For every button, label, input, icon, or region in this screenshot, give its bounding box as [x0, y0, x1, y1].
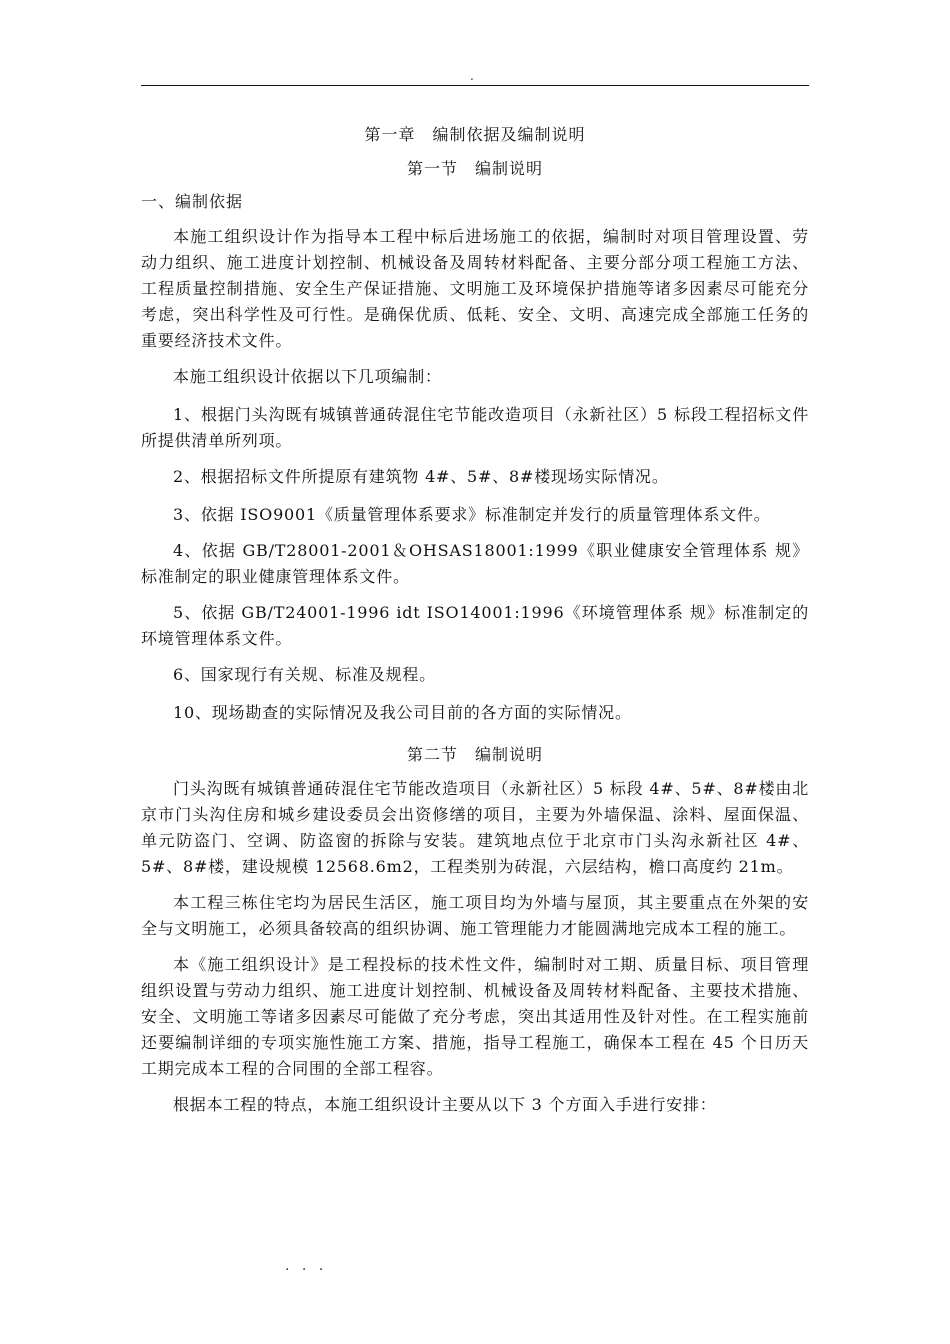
paragraph: 3、依据 ISO9001《质量管理体系要求》标准制定并发行的质量管理体系文件。	[173, 505, 771, 524]
paragraph: 本工程三栋住宅均为居民生活区，施工项目均为外墙与屋顶，其主要重点在外架的安全与文明施工，必须具备较高的组织协调、施工管理能力才能圆满地完成本工程的施工。	[141, 893, 809, 938]
paragraph: 本施工组织设计作为指导本工程中标后进场施工的依据，编制时对项目管理设置、劳动力组织、施工进度计划控制、机械设备及周转材料配备、主要分部分项工程施工方法、工程质量控制措施、安全生产保证措施、文明施工及环境保护措施等诸多因素尽可能充分考虑，突出科学性及可行性。是确保优质、低耗、安全、文明、高速完成全部施工任务的重要经济技术文件。	[141, 227, 809, 350]
paragraph: 2、根据招标文件所提原有建筑物 4#、5#、8#楼现场实际情况。	[173, 467, 669, 486]
section1-title: 第一节 编制说明	[406, 159, 543, 178]
chapter-title: 第一章 编制依据及编制说明	[364, 125, 586, 144]
footer-mark: . . .	[285, 1258, 328, 1274]
header-rule	[141, 85, 809, 86]
paragraph: 本施工组织设计依据以下几项编制：	[173, 367, 442, 386]
subsection1-title: 一、编制依据	[141, 192, 244, 211]
paragraph: 1、根据门头沟既有城镇普通砖混住宅节能改造项目（永新社区）5 标段工程招标文件所提供清单所列项。	[141, 405, 809, 450]
paragraph: 门头沟既有城镇普通砖混住宅节能改造项目（永新社区）5 标段 4#、5#、8#楼由北京市门头沟住房和城乡建设委员会出资修缮的项目，主要为外墙保温、涂料、屋面保温、单元防盗门、空调、防盗窗的拆除与安装。建筑地点位于北京市门头沟永新社区 4#、5#、8#楼，建设规模 12568.6m2，工程类别为砖混，六层结构，檐口高度约 21m。	[141, 779, 809, 876]
section1-body	[141, 224, 809, 726]
paragraph: 10、现场勘查的实际情况及我公司目前的各方面的实际情况。	[173, 703, 632, 722]
paragraph: 6、国家现行有关规、标准及规程。	[173, 665, 436, 684]
paragraph: 根据本工程的特点，本施工组织设计主要从以下 3 个方面入手进行安排：	[173, 1095, 717, 1114]
section2-title: 第二节 编制说明	[406, 745, 543, 764]
header-mark: .	[470, 69, 474, 83]
document-page	[141, 118, 809, 1128]
paragraph: 本《施工组织设计》是工程投标的技术性文件，编制时对工期、质量目标、项目管理组织设置与劳动力组织、施工进度计划控制、机械设备及周转材料配备、主要技术措施、安全、文明施工等诸多因素尽可能做了充分考虑，突出其适用性及针对性。在工程实施前还要编制详细的专项实施性施工方案、措施，指导工程施工，确保本工程在 45 个日历天工期完成本工程的合同围的全部工程容。	[141, 955, 809, 1078]
section2-body	[141, 776, 809, 1118]
paragraph: 5、依据 GB/T24001-1996 idt ISO14001:1996《环境管理体系 规》标准制定的环境管理体系文件。	[141, 603, 809, 648]
paragraph: 4、依据 GB/T28001-2001＆OHSAS18001:1999《职业健康安全管理体系 规》标准制定的职业健康管理体系文件。	[141, 541, 809, 586]
